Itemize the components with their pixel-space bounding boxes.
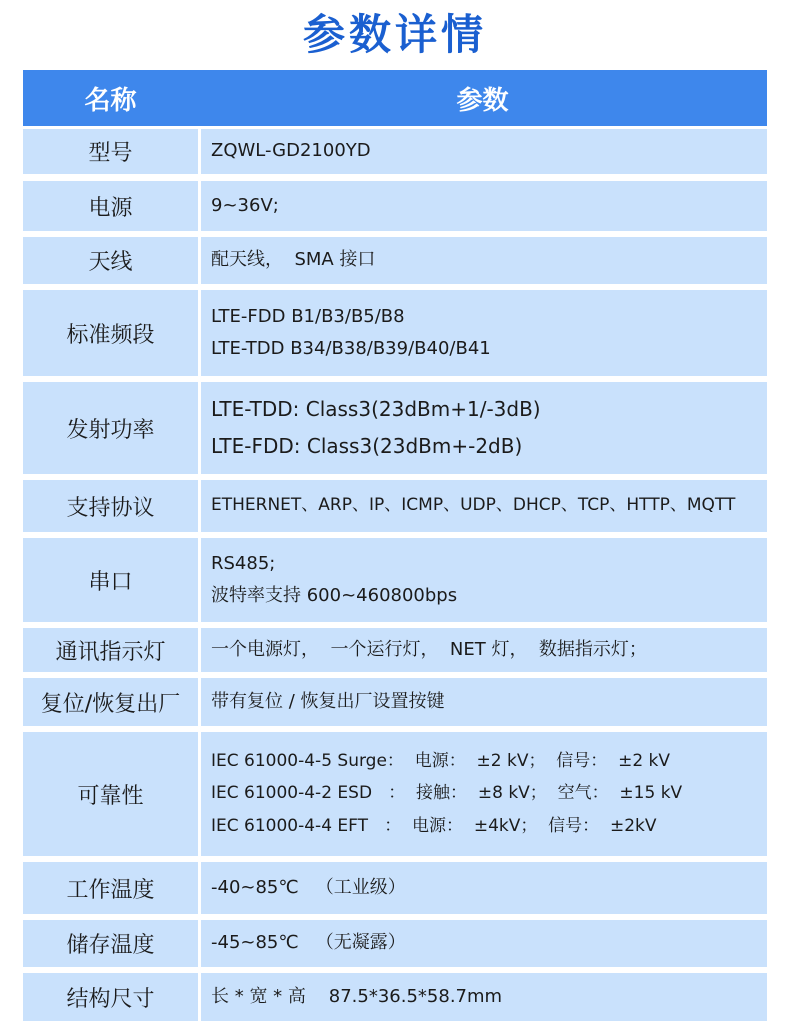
row-name: 标准频段: [23, 290, 198, 376]
row-value: [201, 732, 767, 856]
row-value: [201, 920, 767, 967]
row-value: [201, 973, 767, 1021]
value-line: LTE-FDD B1/B3/B5/B8: [211, 305, 405, 327]
table-row: [23, 480, 767, 532]
row-name: 储存温度: [23, 920, 198, 967]
value-line: 一个电源灯， 一个运行灯， NET 灯， 数据指示灯；: [211, 638, 647, 660]
row-name: 复位/恢复出厂: [23, 678, 198, 726]
value-line: ZQWL-GD2100YD: [211, 140, 371, 162]
table-row: [23, 862, 767, 914]
value-line: -45~85℃ （无凝露）: [211, 932, 406, 954]
value-line: LTE-FDD: Class3(23dBm+-2dB): [211, 434, 523, 458]
row-name: 通讯指示灯: [23, 628, 198, 672]
table-row: [23, 973, 767, 1021]
table-row: [23, 920, 767, 967]
value-line: 长 * 宽 * 高 87.5*36.5*58.7mm: [211, 985, 503, 1007]
row-value: [201, 678, 767, 726]
row-name: 型号: [23, 129, 198, 174]
row-name: 串口: [23, 538, 198, 622]
row-value: [201, 538, 767, 622]
row-value: [201, 628, 767, 672]
row-name: 工作温度: [23, 862, 198, 914]
row-value: [201, 290, 767, 376]
value-line: -40~85℃ （工业级）: [211, 876, 406, 898]
table-row: [23, 382, 767, 474]
value-line: LTE-TDD: Class3(23dBm+1/-3dB): [211, 397, 541, 421]
row-name: 结构尺寸: [23, 973, 198, 1021]
table-header: [23, 70, 767, 126]
row-value: [201, 862, 767, 914]
table-row: [23, 181, 767, 231]
value-line: 9~36V;: [211, 194, 279, 216]
header-value: 参数: [456, 85, 509, 116]
value-line: LTE-TDD B34/B38/B39/B40/B41: [211, 338, 491, 359]
table-row: [23, 678, 767, 726]
row-name: 可靠性: [23, 732, 198, 856]
row-value: [201, 480, 767, 532]
row-value: [201, 237, 767, 284]
table-row: [23, 538, 767, 622]
row-value: [201, 382, 767, 474]
value-line: 配天线， SMA 接口: [211, 249, 376, 271]
table-row: [23, 628, 767, 672]
value-line: RS485;: [211, 552, 276, 574]
value-line: 波特率支持 600~460800bps: [211, 585, 458, 606]
table-row: [23, 290, 767, 376]
row-value: [201, 181, 767, 231]
table-row: [23, 732, 767, 856]
value-line: ETHERNET、ARP、IP、ICMP、UDP、DHCP、TCP、HTTP、MQTT: [211, 495, 736, 516]
spec-table: [23, 70, 767, 1021]
value-line: IEC 61000-4-5 Surge： 电源： ±2 kV； 信号： ±2 kV: [211, 751, 671, 772]
table-row: [23, 237, 767, 284]
row-name: 电源: [23, 181, 198, 231]
row-name: 支持协议: [23, 480, 198, 532]
table-row: [23, 129, 767, 174]
value-line: IEC 61000-4-4 EFT ： 电源： ±4kV； 信号： ±2kV: [211, 815, 657, 836]
row-name: 发射功率: [23, 382, 198, 474]
value-line: IEC 61000-4-2 ESD ： 接触： ±8 kV； 空气： ±15 kV: [211, 783, 683, 804]
header-name: 名称: [84, 85, 137, 116]
value-line: 带有复位 / 恢复出厂设置按键: [211, 690, 445, 712]
row-value: [201, 129, 767, 174]
row-name: 天线: [23, 237, 198, 284]
page-title: 参数详情: [302, 10, 487, 59]
